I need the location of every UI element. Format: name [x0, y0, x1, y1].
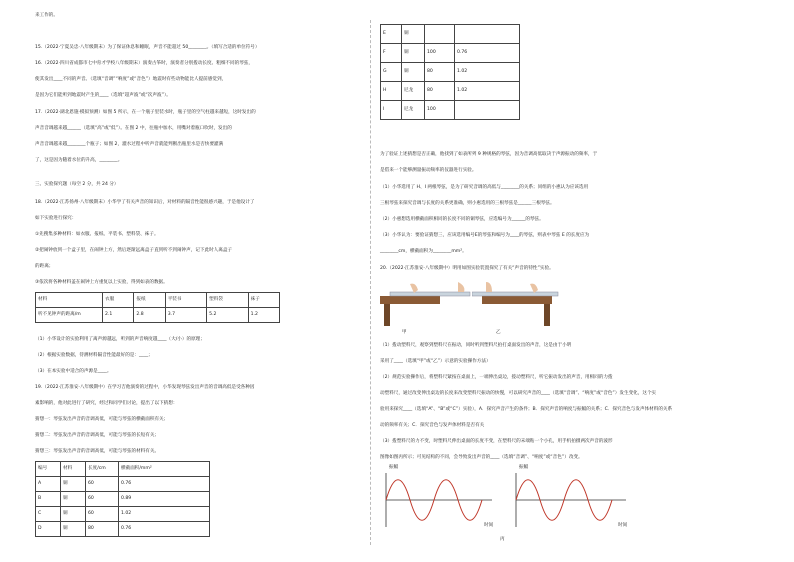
text-line: （3）小华认为：要验证猜想三，应该选用编号E的琴弦和编号为____的琴弦，则表中琴弦 E 的长度应为: [380, 233, 590, 238]
table-cell: 尼龙: [402, 101, 425, 120]
table-cell: A: [36, 477, 61, 492]
table-cell: 5.2: [207, 308, 248, 323]
text-line: 图像如图丙所示；可见结构的不同，会导致发出声音的____（选填“音调”、“响度”或“音色”）改变。: [380, 455, 583, 460]
table-cell: 1.02: [455, 63, 520, 82]
table-row: [36, 522, 210, 537]
table-cell: 0.89: [119, 492, 210, 507]
text-line: 来工作的。: [35, 13, 58, 18]
text-line: （2）规范实验操作后，将塑料尺紧按在桌面上，一端伸出桌边，拨动塑料尺，听它振动发出的声音，用相同的力拨: [380, 375, 613, 380]
table-cell: I: [381, 101, 402, 120]
desk-leg-icon: [544, 304, 550, 326]
table-cell: G: [381, 63, 402, 82]
table-cell: 100: [425, 101, 455, 120]
text-line: ③依次将各种材料盖在闹钟上方重复以上实验，得到如表的数据。: [35, 280, 168, 285]
axis-label-amplitude: 振幅: [389, 465, 399, 470]
hypothesis-1: 猜想一：琴弦发出声音的音调高低，可能与琴弦的横截面积有关；: [35, 417, 169, 422]
text-line: 是借来一个能够测量振动频率的仪器进行实验。: [380, 168, 477, 173]
table-row: [36, 308, 280, 323]
table-row: [381, 82, 520, 101]
text-line: ②把闹钟放到一个盒子里，在闹钟上方，然后逐渐远离盒子直到听不到闹钟声，记下此时人离盒子: [35, 248, 233, 253]
question-17: 17.（2022·湖北恩施·模拟预测）如图 5 所示，在一个瓶子里装水时，瓶子里的空气柱越来越短，这时发出的: [35, 110, 256, 115]
waveform-left: [386, 473, 492, 527]
text-line: ①先搜集多种材料：如衣服、报纸、平装书、塑料袋、袜子。: [35, 232, 159, 237]
table-header: 材料: [36, 293, 103, 308]
table-cell: 铜: [402, 25, 425, 44]
table-cell: 60: [86, 492, 119, 507]
string-table-continued: [380, 24, 520, 120]
text-line: 采用了____（选填“甲”或“乙”）示意的实验操作方法）: [380, 359, 491, 364]
section-heading: 三、实验探究题（每空 2 分，共 24 分）: [35, 182, 119, 187]
text-line: 如下实验进行探究：: [35, 216, 77, 221]
table-cell: E: [381, 25, 402, 44]
hand-icon: [410, 284, 418, 293]
axis-label-time: 时间: [484, 523, 494, 528]
waveform-figure: [380, 465, 640, 535]
question-19: 19.（2022·江苏淮安·八年级期中）在学习吉他演奏的过程中，小华发现琴弦发出声音的音调高低是受各种因: [35, 385, 255, 390]
table-header: 袜子: [248, 293, 279, 308]
table-cell: 60: [86, 507, 119, 522]
table-cell: B: [36, 492, 61, 507]
table-row: [36, 293, 280, 308]
text-line: 动的频率有关；C．探究音色与发声体材料是否有关: [380, 423, 485, 428]
text-line: 为了验证上述猜想是否正确，他找到了如表所列 9 种规格的琴弦，因为音调高低取决于声源振动的频率，于: [380, 152, 598, 157]
table-header: 材料: [61, 462, 86, 477]
table-header: 衣服: [103, 293, 134, 308]
table-cell: F: [381, 44, 402, 63]
desk-icon: [482, 296, 552, 304]
desk-leg-icon: [384, 304, 390, 326]
table-header: 编号: [36, 462, 61, 477]
text-line: 声音音调越来越________个瓶子；如图 2，灌水过程中听声音就能判断出瓶里水是否快要灌满: [35, 142, 224, 147]
text-line: 动塑料尺，通过改变伸出桌边的长度来改变塑料尺振动的快慢，可以研究声音的____（选填“音调”、“响度”或“音色”）发生变化，这个实: [380, 391, 657, 396]
table-cell: 2.1: [103, 308, 134, 323]
table-cell: 尼龙: [402, 82, 425, 101]
text-line: ________cm，横截面积为________mm²。: [380, 249, 467, 254]
table-cell: 1.02: [119, 507, 210, 522]
table-cell: [455, 25, 520, 44]
text-line: （1）小华设计的实验利用了离声源越远，听到的声音响度越____（大/小）的原理；: [35, 337, 205, 342]
ruler-figure-b: [472, 278, 582, 328]
table-cell: 铜: [61, 477, 86, 492]
table-cell: 铜: [61, 522, 86, 537]
text-line: （3）在本实验中适合的声源是____。: [35, 369, 112, 374]
hand-icon: [486, 282, 492, 292]
table-cell: [425, 25, 455, 44]
text-line: 三根琴弦来探究音调与长度的关系更准确，则小惠选用的三根琴弦是______三根琴弦。: [380, 201, 555, 206]
table-row: [36, 462, 210, 477]
table-cell: 80: [425, 63, 455, 82]
desk-icon: [380, 296, 440, 304]
table-cell: 铜: [402, 44, 425, 63]
table-cell: D: [36, 522, 61, 537]
table-row: [381, 44, 520, 63]
table-cell: 1.2: [248, 308, 279, 323]
question-20: 20.（2022·江苏淮安·八年级期中）明用如图实验装置探究了有关“声音的特性”实验。: [380, 266, 554, 271]
text-line: 了，这是因为随着水位的升高，________。: [35, 158, 123, 163]
text-line: 验用来探究____（选填“A”、“B”或“C”）实验），A．探究声音产生的条件；B．探究声音的响度与振幅的关系；C．探究音色与发声体材料的关系: [380, 407, 673, 412]
table-cell: 100: [425, 44, 455, 63]
text-line: 声音音调越来越______（选填“高”或“低”）。在图 2 中，往瓶中加水，用嘴对着瓶口吹时，发出的: [35, 126, 232, 131]
hypothesis-2: 猜想二：琴弦发出声音的音调高低，可能与琴弦的长短有关；: [35, 433, 160, 438]
table-cell: 0.76: [119, 477, 210, 492]
table-cell: 2.8: [134, 308, 165, 323]
table-cell: 铜: [61, 507, 86, 522]
table-row: [36, 492, 210, 507]
table-cell: 80: [86, 522, 119, 537]
table-row: [381, 63, 520, 82]
table-header: 报纸: [134, 293, 165, 308]
question-15: 15.（2022·宁夏吴忠·八年级期末）为了保证休息和睡眠，声音不能超过 50________。（填写合适的单位符号）: [35, 45, 260, 50]
table-cell: 听不见钟声的距离/m: [36, 308, 103, 323]
table-cell: [455, 101, 520, 120]
table-cell: 铜: [402, 63, 425, 82]
table-cell: 80: [425, 82, 455, 101]
table-row: [381, 25, 520, 44]
column-divider: [370, 20, 371, 545]
table-cell: H: [381, 82, 402, 101]
table-row: [381, 101, 520, 120]
text-line: （1）拨动塑料尺，观察到塑料尺在振动，同时听到塑料尺拍打桌面发出的声音，这是由于小明: [380, 343, 572, 348]
table-cell: 0.76: [455, 44, 520, 63]
hypothesis-3: 猜想三：琴弦发出声音的音调高低，可能与琴弦的材料有关。: [35, 449, 160, 454]
table-cell: 1.02: [455, 82, 520, 101]
ruler-icon: [472, 292, 558, 296]
axis-label-time: 时间: [618, 523, 628, 528]
text-line: （3）拨塑料尺的力不变，时塑料尺伸出桌面的长度不变，在塑料尺的末端粘一个小孔，用手机拍摄两次声音的波形: [380, 439, 613, 444]
hand-icon: [530, 284, 538, 293]
text-line: （1）小华选用了 H、I 两根琴弦，是为了研究音调的高低与________的关系；同组的小惠认为应该选用: [380, 185, 589, 190]
figure-label-a: 甲: [402, 330, 407, 335]
table-header: 平装书: [165, 293, 206, 308]
table-header: 横截面积/mm²: [119, 462, 210, 477]
table-cell: 0.76: [119, 522, 210, 537]
table-cell: 3.7: [165, 308, 206, 323]
table-header: 塑料袋: [207, 293, 248, 308]
table-header: 长度/cm: [86, 462, 119, 477]
text-line: 使其发出____不同的声音。（选填“音调”“响度”或“音色”）地震时有些动物能比人提前感觉到，: [35, 77, 227, 82]
question-16: 16.（2022·四川省成都市七中育才学校八年级期末）演奏古筝时，演奏者分别拨动长度、粗细不同的琴弦，: [35, 61, 253, 66]
table-cell: 60: [86, 477, 119, 492]
axis-label-amplitude: 振幅: [519, 465, 529, 470]
figure-label-b: 乙: [496, 330, 501, 335]
string-table: [35, 461, 210, 537]
text-line: 是因为它们能听到地震时产生的____（选填“超声波”或“次声波”）。: [35, 93, 171, 98]
ruler-icon: [390, 292, 470, 296]
text-line: （2）根据实验数据，待测材料隔音性能最好的是：____；: [35, 353, 153, 358]
waveform-right: [516, 473, 626, 527]
table-cell: 铜: [61, 492, 86, 507]
figure-label-c: 丙: [500, 537, 505, 542]
table-cell: C: [36, 507, 61, 522]
table-row: [36, 507, 210, 522]
text-line: （2）小惠想选用横截面积相同的长度不同的铜琴弦，应选编号为______的琴弦。: [380, 217, 544, 222]
hand-icon: [458, 282, 464, 292]
text-line: 的距离；: [35, 264, 54, 269]
material-table: [35, 292, 280, 323]
question-18: 18.（2022·江苏扬州·八年级期末）小华学了有关声音的知识后，对材料的隔音性能很感兴趣，于是他设计了: [35, 200, 255, 205]
text-line: 素影响的，他对此进行了研究，经过和同学们讨论，提出了以下猜想：: [35, 401, 178, 406]
table-row: [36, 477, 210, 492]
